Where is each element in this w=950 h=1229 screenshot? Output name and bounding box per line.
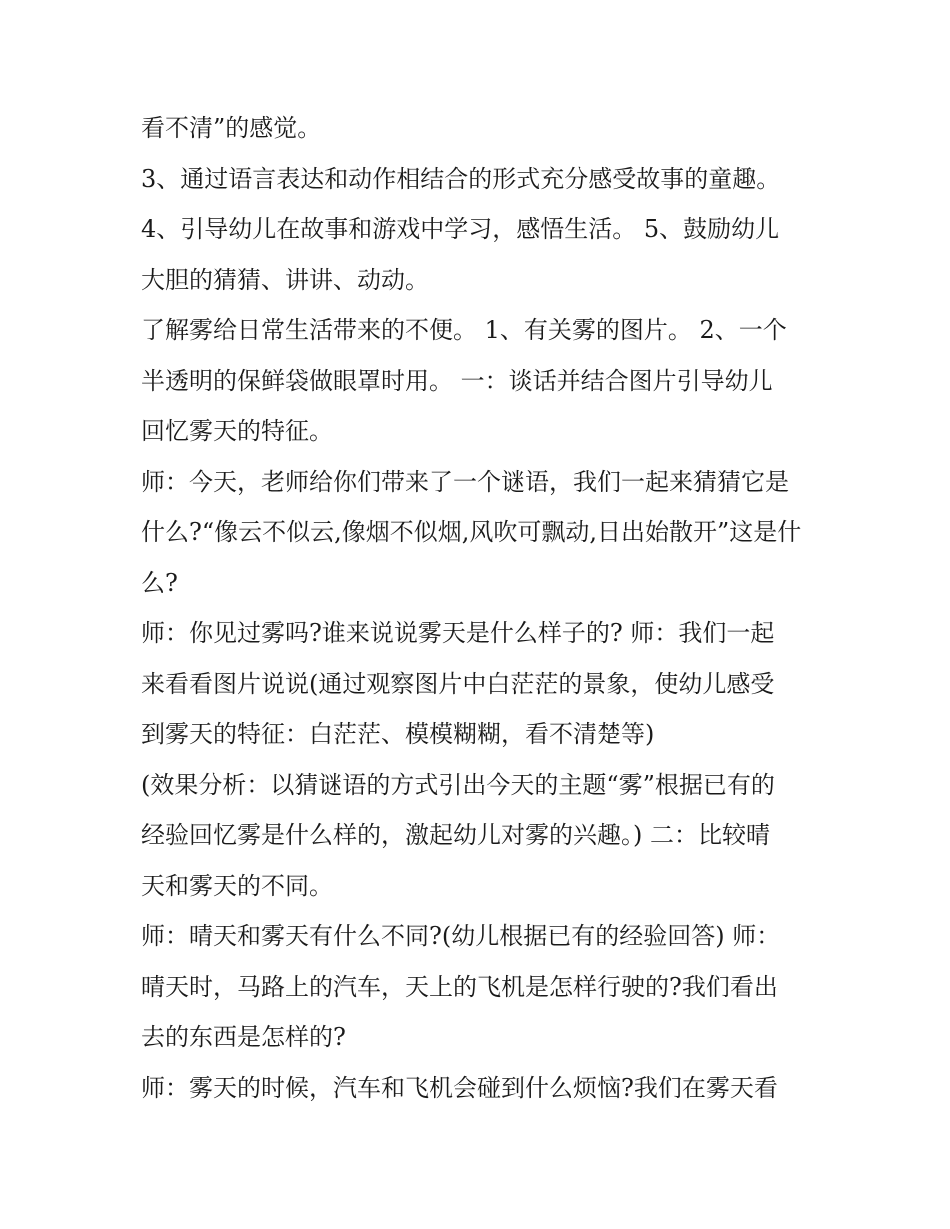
text-line: 到雾天的特征：白茫茫、模模糊糊，看不清楚等) xyxy=(141,720,655,748)
text-line: 来看看图片说说(通过观察图片中白茫茫的景象，使幼儿感受 xyxy=(141,669,775,698)
text-line: 4、引导幼儿在故事和游戏中学习，感悟生活。 5、鼓励幼儿 xyxy=(141,215,780,243)
text-line: 回忆雾天的特征。 xyxy=(141,417,333,445)
text-line: 去的东西是怎样的? xyxy=(141,1023,346,1051)
text-line: 什么?“像云不似云,像烟不似烟,风吹可飘动,日出始散开”这是什 xyxy=(141,518,802,546)
text-line: 天和雾天的不同。 xyxy=(141,871,333,900)
text-line: 经验回忆雾是什么样的，激起幼儿对雾的兴趣。) 二：比较晴 xyxy=(141,821,770,849)
text-line: 大胆的猜猜、讲讲、动动。 xyxy=(141,265,429,294)
text-line: 了解雾给日常生活带来的不便。 1、有关雾的图片。 2、一个 xyxy=(141,316,787,344)
document-body xyxy=(141,103,821,1113)
text-line: 师：雾天的时候，汽车和飞机会碰到什么烦恼?我们在雾天看 xyxy=(141,1073,778,1102)
text-line: 看不清”的感觉。 xyxy=(141,114,322,142)
text-line: 晴天时，马路上的汽车，天上的飞机是怎样行驶的?我们看出 xyxy=(141,972,778,1001)
text-line: (效果分析：以猜谜语的方式引出今天的主题“雾”根据已有的 xyxy=(141,770,775,799)
text-line: 么? xyxy=(141,568,178,597)
text-line: 师：你见过雾吗?谁来说说雾天是什么样子的? 师：我们一起 xyxy=(141,619,775,647)
text-line: 师：今天，老师给你们带来了一个谜语，我们一起来猜猜它是 xyxy=(141,467,789,496)
text-line: 半透明的保鲜袋做眼罩时用。 一：谈话并结合图片引导幼儿 xyxy=(141,366,773,395)
text-line: 师：晴天和雾天有什么不同?(幼儿根据已有的经验回答) 师： xyxy=(141,922,781,950)
text-line: 3、通过语言表达和动作相结合的形式充分感受故事的童趣。 xyxy=(141,164,781,193)
